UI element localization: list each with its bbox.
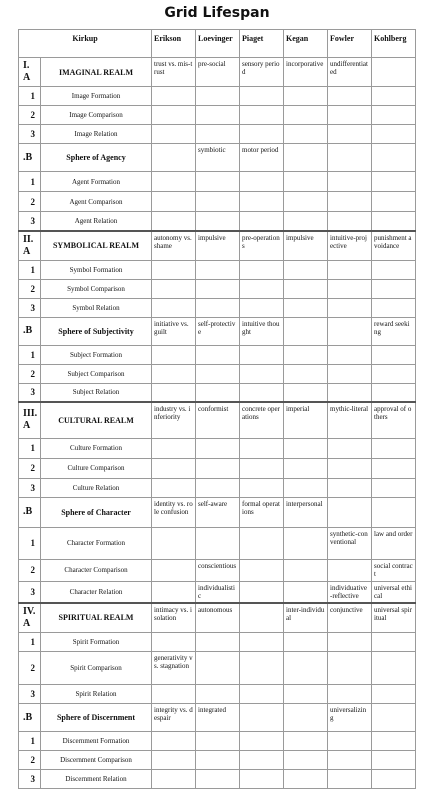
stage-cell: conjunctive	[328, 603, 372, 633]
stage-cell: industry vs. inferiority	[152, 402, 196, 438]
subrow-number: 2	[19, 652, 41, 685]
stage-cell: initiative vs. guilt	[152, 317, 196, 345]
stage-cell	[152, 478, 196, 497]
stage-cell	[152, 144, 196, 172]
section-row	[19, 231, 416, 261]
subrow	[19, 478, 416, 497]
stage-cell	[372, 685, 416, 704]
stage-cell	[196, 633, 240, 652]
stage-cell	[284, 298, 328, 317]
stage-cell	[152, 732, 196, 751]
stage-cell: sensory period	[240, 58, 284, 87]
section-name: SPIRITUAL REALM	[41, 603, 152, 633]
stage-cell: impulsive	[284, 231, 328, 261]
stage-cell	[196, 192, 240, 212]
stage-cell	[372, 704, 416, 732]
section-number: .B	[19, 317, 41, 345]
subrow-name: Discernment Comparison	[41, 751, 152, 770]
subrow-name: Culture Relation	[41, 478, 152, 497]
subrow-number: 1	[19, 172, 41, 192]
section-name: Sphere of Discernment	[41, 704, 152, 732]
stage-cell	[196, 260, 240, 279]
subrow-number: 1	[19, 527, 41, 559]
subrow-number: 2	[19, 751, 41, 770]
header-row	[19, 30, 416, 58]
header-fowler: Fowler	[328, 30, 372, 58]
stage-cell	[152, 172, 196, 192]
stage-cell	[196, 527, 240, 559]
stage-cell	[284, 212, 328, 231]
subrow-name: Symbol Formation	[41, 260, 152, 279]
stage-cell: symbiotic	[196, 144, 240, 172]
stage-cell	[152, 87, 196, 106]
stage-cell	[240, 383, 284, 402]
section-row	[19, 497, 416, 527]
subrow-name: Agent Relation	[41, 212, 152, 231]
stage-cell	[328, 633, 372, 652]
stage-cell	[372, 458, 416, 478]
subrow	[19, 364, 416, 383]
stage-cell	[328, 192, 372, 212]
stage-cell	[328, 383, 372, 402]
stage-cell	[240, 633, 284, 652]
stage-cell	[284, 527, 328, 559]
section-number: .B	[19, 497, 41, 527]
stage-cell	[240, 172, 284, 192]
stage-cell	[240, 438, 284, 458]
subrow	[19, 581, 416, 603]
stage-cell	[240, 527, 284, 559]
subrow-number: 2	[19, 106, 41, 125]
stage-cell	[240, 603, 284, 633]
stage-cell	[240, 751, 284, 770]
stage-cell	[240, 581, 284, 603]
stage-cell	[372, 106, 416, 125]
stage-cell	[196, 172, 240, 192]
stage-cell	[328, 458, 372, 478]
stage-cell: universal spiritual	[372, 603, 416, 633]
stage-cell	[328, 212, 372, 231]
stage-cell	[152, 581, 196, 603]
stage-cell	[328, 172, 372, 192]
stage-cell	[152, 383, 196, 402]
stage-cell	[240, 364, 284, 383]
stage-cell: law and order	[372, 527, 416, 559]
stage-cell: identity vs. role confusion	[152, 497, 196, 527]
stage-cell	[196, 652, 240, 685]
stage-cell	[196, 438, 240, 458]
stage-cell: integrity vs. despair	[152, 704, 196, 732]
stage-cell: self-protective	[196, 317, 240, 345]
stage-cell	[152, 458, 196, 478]
stage-cell: universalizing	[328, 704, 372, 732]
subrow-name: Agent Comparison	[41, 192, 152, 212]
section-name: Sphere of Subjectivity	[41, 317, 152, 345]
stage-cell	[372, 125, 416, 144]
stage-cell	[284, 438, 328, 458]
stage-cell	[240, 279, 284, 298]
stage-cell	[284, 732, 328, 751]
stage-cell	[152, 527, 196, 559]
stage-cell	[196, 87, 240, 106]
subrow	[19, 298, 416, 317]
stage-cell	[196, 685, 240, 704]
stage-cell	[328, 87, 372, 106]
header-loevinger: Loevinger	[196, 30, 240, 58]
stage-cell	[196, 751, 240, 770]
stage-cell	[328, 279, 372, 298]
stage-cell	[328, 298, 372, 317]
stage-cell: mythic-literal	[328, 402, 372, 438]
stage-cell	[196, 770, 240, 789]
stage-cell	[196, 298, 240, 317]
section-number: II. A	[19, 231, 41, 261]
subrow-name: Image Formation	[41, 87, 152, 106]
subrow-number: 3	[19, 383, 41, 402]
subrow-number: 3	[19, 125, 41, 144]
section-number: .B	[19, 144, 41, 172]
stage-cell	[196, 383, 240, 402]
section-number: IV. A	[19, 603, 41, 633]
subrow-name: Character Relation	[41, 581, 152, 603]
stage-cell	[372, 212, 416, 231]
stage-cell	[240, 704, 284, 732]
subrow-name: Spirit Relation	[41, 685, 152, 704]
stage-cell	[240, 345, 284, 364]
stage-cell: universal ethical	[372, 581, 416, 603]
stage-cell	[152, 345, 196, 364]
stage-cell	[284, 685, 328, 704]
subrow	[19, 172, 416, 192]
subrow	[19, 106, 416, 125]
stage-cell	[196, 458, 240, 478]
stage-cell	[152, 106, 196, 125]
stage-cell: autonomous	[196, 603, 240, 633]
stage-cell: pre-operations	[240, 231, 284, 261]
stage-cell	[328, 364, 372, 383]
subrow	[19, 383, 416, 402]
stage-cell	[284, 260, 328, 279]
section-name: IMAGINAL REALM	[41, 58, 152, 87]
section-name: SYMBOLICAL REALM	[41, 231, 152, 261]
subrow	[19, 438, 416, 458]
subrow	[19, 652, 416, 685]
stage-cell: generativity vs. stagnation	[152, 652, 196, 685]
stage-cell	[240, 458, 284, 478]
stage-cell	[152, 298, 196, 317]
stage-cell	[372, 497, 416, 527]
subrow	[19, 87, 416, 106]
stage-cell: individuative-reflective	[328, 581, 372, 603]
stage-cell	[196, 732, 240, 751]
subrow-name: Discernment Relation	[41, 770, 152, 789]
stage-cell	[284, 770, 328, 789]
subrow-number: 2	[19, 559, 41, 581]
subrow-name: Culture Comparison	[41, 458, 152, 478]
subrow-number: 3	[19, 581, 41, 603]
subrow	[19, 770, 416, 789]
stage-cell	[240, 652, 284, 685]
stage-cell	[240, 770, 284, 789]
subrow	[19, 192, 416, 212]
subrow-name: Spirit Formation	[41, 633, 152, 652]
subrow-number: 3	[19, 298, 41, 317]
stage-cell	[284, 581, 328, 603]
stage-cell	[284, 172, 328, 192]
stage-cell	[284, 751, 328, 770]
stage-cell	[372, 87, 416, 106]
stage-cell	[328, 106, 372, 125]
subrow-name: Image Relation	[41, 125, 152, 144]
header-kirkup: Kirkup	[19, 30, 152, 58]
subrow-name: Culture Formation	[41, 438, 152, 458]
stage-cell	[284, 559, 328, 581]
subrow-number: 1	[19, 260, 41, 279]
section-number: .B	[19, 704, 41, 732]
stage-cell	[372, 58, 416, 87]
stage-cell	[328, 345, 372, 364]
stage-cell	[372, 652, 416, 685]
page-title: Grid Lifespan	[164, 5, 270, 21]
stage-cell	[152, 279, 196, 298]
stage-cell	[284, 652, 328, 685]
stage-cell	[152, 751, 196, 770]
section-row	[19, 58, 416, 87]
subrow-number: 3	[19, 478, 41, 497]
stage-cell	[152, 438, 196, 458]
stage-cell	[152, 364, 196, 383]
subrow-name: Character Comparison	[41, 559, 152, 581]
subrow-name: Subject Comparison	[41, 364, 152, 383]
subrow-name: Character Formation	[41, 527, 152, 559]
stage-cell	[328, 652, 372, 685]
stage-cell	[240, 106, 284, 125]
stage-cell	[240, 298, 284, 317]
lifespan-grid	[18, 29, 416, 789]
subrow-number: 2	[19, 364, 41, 383]
header-piaget: Piaget	[240, 30, 284, 58]
header-kegan: Kegan	[284, 30, 328, 58]
stage-cell: conscientious	[196, 559, 240, 581]
stage-cell	[372, 172, 416, 192]
subrow-number: 3	[19, 685, 41, 704]
subrow-name: Subject Relation	[41, 383, 152, 402]
subrow	[19, 559, 416, 581]
stage-cell	[328, 732, 372, 751]
subrow	[19, 260, 416, 279]
header-erikson: Erikson	[152, 30, 196, 58]
section-number: I. A	[19, 58, 41, 87]
section-number: III. A	[19, 402, 41, 438]
stage-cell	[372, 260, 416, 279]
stage-cell	[240, 192, 284, 212]
stage-cell	[372, 383, 416, 402]
stage-cell	[284, 279, 328, 298]
stage-cell	[196, 279, 240, 298]
stage-cell	[372, 279, 416, 298]
subrow	[19, 732, 416, 751]
section-row	[19, 704, 416, 732]
section-row	[19, 402, 416, 438]
stage-cell	[152, 125, 196, 144]
stage-cell: motor period	[240, 144, 284, 172]
stage-cell	[328, 751, 372, 770]
stage-cell	[240, 478, 284, 497]
stage-cell	[284, 633, 328, 652]
stage-cell: formal operations	[240, 497, 284, 527]
stage-cell	[328, 685, 372, 704]
subrow-name: Subject Formation	[41, 345, 152, 364]
stage-cell: punishment avoidance	[372, 231, 416, 261]
stage-cell: pre-social	[196, 58, 240, 87]
stage-cell	[152, 685, 196, 704]
stage-cell	[372, 144, 416, 172]
stage-cell: interpersonal	[284, 497, 328, 527]
stage-cell: self-aware	[196, 497, 240, 527]
subrow-name: Agent Formation	[41, 172, 152, 192]
stage-cell	[196, 364, 240, 383]
stage-cell	[372, 364, 416, 383]
subrow	[19, 125, 416, 144]
stage-cell: intuitive thought	[240, 317, 284, 345]
stage-cell: individualistic	[196, 581, 240, 603]
stage-cell	[284, 364, 328, 383]
stage-cell: incorporative	[284, 58, 328, 87]
stage-cell	[284, 383, 328, 402]
stage-cell: intimacy vs. isolation	[152, 603, 196, 633]
stage-cell	[284, 478, 328, 497]
section-row	[19, 144, 416, 172]
stage-cell	[240, 260, 284, 279]
stage-cell	[196, 478, 240, 497]
stage-cell: intuitive-projective	[328, 231, 372, 261]
subrow-name: Discernment Formation	[41, 732, 152, 751]
stage-cell	[240, 559, 284, 581]
stage-cell	[328, 260, 372, 279]
stage-cell	[328, 144, 372, 172]
stage-cell	[152, 559, 196, 581]
section-name: Sphere of Agency	[41, 144, 152, 172]
stage-cell	[240, 125, 284, 144]
stage-cell: trust vs. mis-trust	[152, 58, 196, 87]
section-name: Sphere of Character	[41, 497, 152, 527]
stage-cell: imperial	[284, 402, 328, 438]
stage-cell: concrete operations	[240, 402, 284, 438]
stage-cell	[372, 633, 416, 652]
subrow-number: 3	[19, 212, 41, 231]
stage-cell	[284, 345, 328, 364]
stage-cell	[372, 751, 416, 770]
subrow	[19, 751, 416, 770]
stage-cell	[284, 144, 328, 172]
stage-cell	[284, 704, 328, 732]
stage-cell: inter-individual	[284, 603, 328, 633]
subrow-name: Symbol Relation	[41, 298, 152, 317]
subrow-name: Image Comparison	[41, 106, 152, 125]
stage-cell	[284, 317, 328, 345]
section-row	[19, 317, 416, 345]
stage-cell	[328, 317, 372, 345]
subrow	[19, 633, 416, 652]
stage-cell: approval of others	[372, 402, 416, 438]
stage-cell	[240, 87, 284, 106]
subrow	[19, 458, 416, 478]
subrow	[19, 527, 416, 559]
stage-cell	[284, 192, 328, 212]
stage-cell	[152, 212, 196, 231]
stage-cell	[152, 770, 196, 789]
section-name: CULTURAL REALM	[41, 402, 152, 438]
stage-cell	[328, 559, 372, 581]
stage-cell: autonomy vs. shame	[152, 231, 196, 261]
stage-cell	[284, 87, 328, 106]
subrow-number: 1	[19, 633, 41, 652]
stage-cell	[240, 212, 284, 231]
stage-cell	[328, 497, 372, 527]
stage-cell	[284, 458, 328, 478]
stage-cell	[196, 212, 240, 231]
stage-cell	[196, 345, 240, 364]
subrow-number: 2	[19, 192, 41, 212]
stage-cell	[328, 438, 372, 458]
stage-cell	[240, 732, 284, 751]
stage-cell	[372, 345, 416, 364]
stage-cell: social contract	[372, 559, 416, 581]
section-row	[19, 603, 416, 633]
subrow-number: 1	[19, 732, 41, 751]
stage-cell	[372, 298, 416, 317]
subrow-name: Spirit Comparison	[41, 652, 152, 685]
subrow	[19, 212, 416, 231]
stage-cell: reward seeking	[372, 317, 416, 345]
stage-cell	[328, 770, 372, 789]
subrow	[19, 345, 416, 364]
stage-cell	[152, 260, 196, 279]
stage-cell	[152, 633, 196, 652]
header-kohlberg: Kohlberg	[372, 30, 416, 58]
stage-cell: undifferentiated	[328, 58, 372, 87]
subrow-number: 3	[19, 770, 41, 789]
stage-cell	[372, 478, 416, 497]
stage-cell: integrated	[196, 704, 240, 732]
stage-cell	[328, 478, 372, 497]
stage-cell	[372, 770, 416, 789]
subrow-name: Symbol Comparison	[41, 279, 152, 298]
stage-cell	[196, 125, 240, 144]
subrow-number: 1	[19, 345, 41, 364]
subrow-number: 1	[19, 438, 41, 458]
grid-body	[19, 58, 416, 789]
stage-cell	[372, 732, 416, 751]
subrow	[19, 685, 416, 704]
stage-cell	[328, 125, 372, 144]
subrow-number: 2	[19, 279, 41, 298]
stage-cell	[372, 192, 416, 212]
stage-cell	[284, 125, 328, 144]
subrow	[19, 279, 416, 298]
stage-cell: conformist	[196, 402, 240, 438]
stage-cell: synthetic-conventional	[328, 527, 372, 559]
stage-cell	[240, 685, 284, 704]
stage-cell	[284, 106, 328, 125]
stage-cell	[152, 192, 196, 212]
stage-cell	[196, 106, 240, 125]
stage-cell: impulsive	[196, 231, 240, 261]
subrow-number: 2	[19, 458, 41, 478]
stage-cell	[372, 438, 416, 458]
subrow-number: 1	[19, 87, 41, 106]
